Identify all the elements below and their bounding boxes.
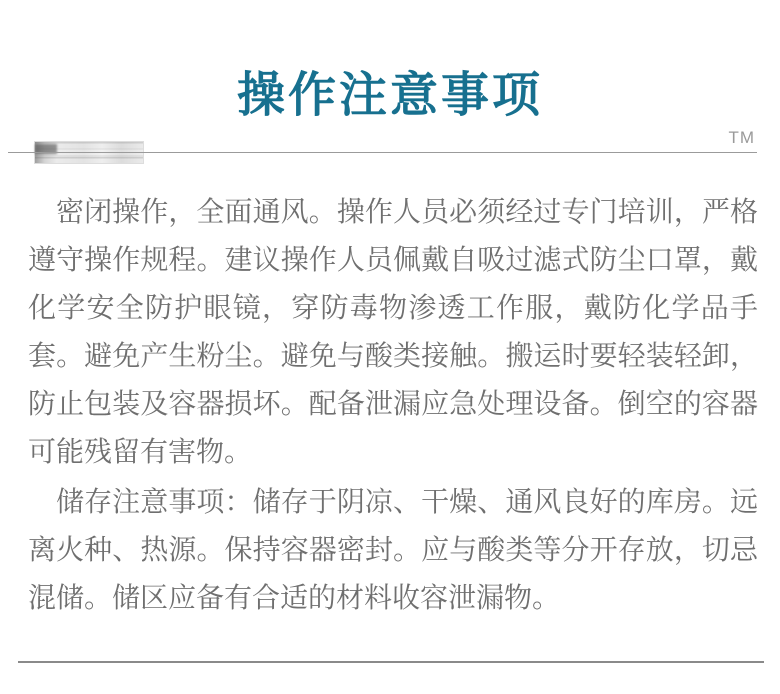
header-divider [8, 152, 757, 153]
page-title: 操作注意事项 [236, 69, 543, 123]
precautions-text [28, 188, 758, 622]
trademark-label: TM [728, 128, 755, 147]
operation-precautions-paragraph: 密闭操作，全面通风。操作人员必须经过专门培训，严格遵守操作规程。建议操作人员佩戴自吸过滤式防尘口罩，戴化学安全防护眼镜，穿防毒物渗透工作服，戴防化学品手套。避免产生粉尘。避免与酸类接触。搬运时要轻装轻卸，防止包装及容器损坏。配备泄漏应急处理设备。倒空的容器可能残留有害物。 [28, 196, 758, 467]
footer-divider [18, 661, 764, 663]
storage-precautions-paragraph: 储存注意事项：储存于阴凉、干燥、通风良好的库房。远离火种、热源。保持容器密封。应与酸类等分开存放，切忌混储。储区应备有合适的材料收容泄漏物。 [28, 486, 758, 613]
